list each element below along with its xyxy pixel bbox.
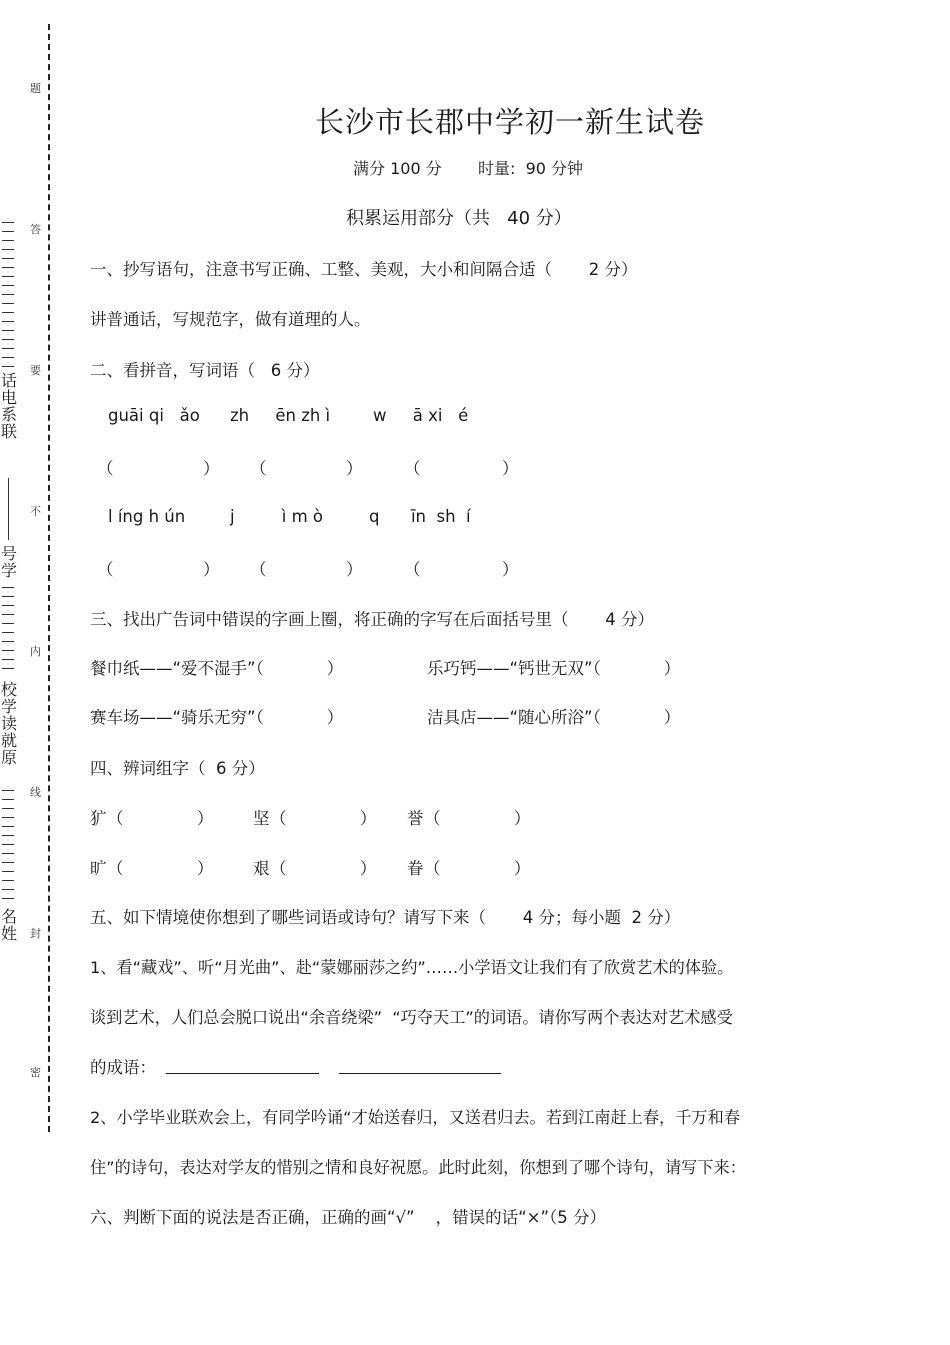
pinyin-6: q īn sh í [369, 507, 471, 526]
q5-1-line1: 1、看“藏戏”、听“月光曲”、赴“蒙娜丽莎之约”……小学语文让我们有了欣赏艺术的体验。 [90, 958, 734, 977]
q5-1-line3: 的成语： [90, 1058, 156, 1077]
school-label [0, 681, 18, 766]
school-label-char: 学 [0, 697, 17, 716]
answer-underline[interactable] [339, 1073, 501, 1074]
ad-item[interactable]: 赛车场——“骑乐无穷”（ ） [90, 708, 344, 727]
char-blank[interactable]: （ ） [270, 809, 377, 828]
char-blank[interactable]: （ ） [107, 859, 214, 878]
seal-char: 线 [30, 786, 41, 799]
char-prompt: 旷 [90, 859, 107, 878]
answer-bracket-open[interactable]: （ [97, 459, 114, 478]
char-prompt: 坚 [253, 809, 270, 828]
answer-bracket-open[interactable]: （ [404, 560, 421, 579]
q2-title: 二、看拼音，写词语（ 6 分） [90, 361, 320, 380]
q1-text: 讲普通话，写规范字，做有道理的人。 [90, 310, 371, 329]
pinyin-1: guāi qi ǎo [108, 406, 200, 425]
q4-title: 四、辨词组字（ 6 分） [90, 759, 265, 778]
answer-bracket-close: ） [502, 560, 519, 579]
char-prompt: 誉 [407, 809, 424, 828]
seal-char: 密 [30, 1066, 41, 1079]
q3-title: 三、找出广告词中错误的字画上圈，将正确的字写在后面括号里（ 4 分） [90, 610, 654, 629]
answer-underline[interactable] [166, 1073, 319, 1074]
char-blank[interactable]: （ ） [424, 859, 531, 878]
ad-item[interactable]: 餐巾纸——“爱不湿手”（ ） [90, 659, 344, 678]
school-label-char: 校 [0, 680, 17, 699]
char-blank[interactable]: （ ） [107, 809, 214, 828]
q5-2-line1: 2、小学毕业联欢会上，有同学吟诵“才始送春归，又送君归去。若到江南赶上春，千万和春 [90, 1108, 740, 1127]
char-prompt: 犷 [90, 809, 107, 828]
seal-char: 要 [30, 364, 41, 377]
name-label [0, 908, 18, 942]
seal-cut-line [48, 24, 50, 1132]
answer-bracket-open[interactable]: （ [404, 459, 421, 478]
student-id-label [0, 545, 18, 579]
phone-label-char: 系 [0, 405, 17, 424]
ad-item[interactable]: 洁具店——“随心所浴”（ ） [427, 708, 681, 727]
student-id-label-char: 号 [0, 544, 17, 563]
q6-title: 六、判断下面的说法是否正确，正确的画“√” ，错误的话“×”（5 分） [90, 1208, 607, 1227]
phone-label-char: 电 [0, 388, 17, 407]
phone-label [0, 372, 18, 440]
answer-bracket-close: ） [502, 459, 519, 478]
time-limit: 时量: 90 分钟 [478, 159, 584, 178]
phone-fill-line[interactable] [2, 222, 14, 370]
seal-char: 不 [30, 505, 41, 518]
pinyin-3: w ā xi é [373, 406, 469, 425]
school-label-char: 读 [0, 714, 17, 733]
answer-bracket-open[interactable]: （ [250, 459, 267, 478]
q5-2-line2: 住”的诗句，表达对学友的惜别之情和良好祝愿。此时此刻，你想到了哪个诗句，请写下来： [90, 1158, 746, 1177]
answer-bracket-open[interactable]: （ [97, 560, 114, 579]
q5-1-line2: 谈到艺术，人们总会脱口说出“余音绕梁” “巧夺天工”的词语。请你写两个表达对艺术感受 [90, 1008, 733, 1027]
full-score: 满分 100 分 [353, 159, 442, 178]
answer-bracket-close: ） [203, 560, 220, 579]
section-title: 积累运用部分（共 40 分） [346, 208, 572, 229]
school-label-char: 就 [0, 731, 17, 750]
char-blank[interactable]: （ ） [424, 809, 531, 828]
student-id-fill-line[interactable] [8, 478, 9, 540]
phone-label-char: 话 [0, 371, 17, 390]
answer-bracket-open[interactable]: （ [250, 560, 267, 579]
seal-char: 题 [30, 82, 41, 95]
name-label-char: 名 [0, 907, 17, 926]
char-blank[interactable]: （ ） [270, 859, 377, 878]
seal-char: 封 [30, 927, 41, 940]
student-id-label-char: 学 [0, 561, 17, 580]
q1-title: 一、抄写语句，注意书写正确、工整、美观，大小和间隔合适（ 2 分） [90, 260, 638, 279]
phone-label-char: 联 [0, 422, 17, 441]
pinyin-4: l íng h ún [108, 507, 186, 526]
pinyin-2: zh ēn zh ì [230, 406, 331, 425]
name-fill-line[interactable] [2, 790, 14, 904]
answer-bracket-close: ） [346, 560, 363, 579]
q5-title: 五、如下情境使你想到了哪些词语或诗句？请写下来（ 4 分；每小题 2 分） [90, 908, 681, 927]
answer-bracket-close: ） [203, 459, 220, 478]
char-prompt: 眷 [407, 859, 424, 878]
char-prompt: 艰 [253, 859, 270, 878]
name-label-char: 姓 [0, 924, 17, 943]
ad-item[interactable]: 乐巧钙——“钙世无双”（ ） [427, 659, 681, 678]
pinyin-5: j ì m ò [230, 507, 324, 526]
page-title: 长沙市长郡中学初一新生试卷 [314, 105, 705, 139]
answer-bracket-close: ） [346, 459, 363, 478]
school-label-char: 原 [0, 748, 17, 767]
school-fill-line[interactable] [2, 587, 14, 675]
seal-char: 内 [30, 645, 41, 658]
seal-char: 答 [30, 223, 41, 236]
